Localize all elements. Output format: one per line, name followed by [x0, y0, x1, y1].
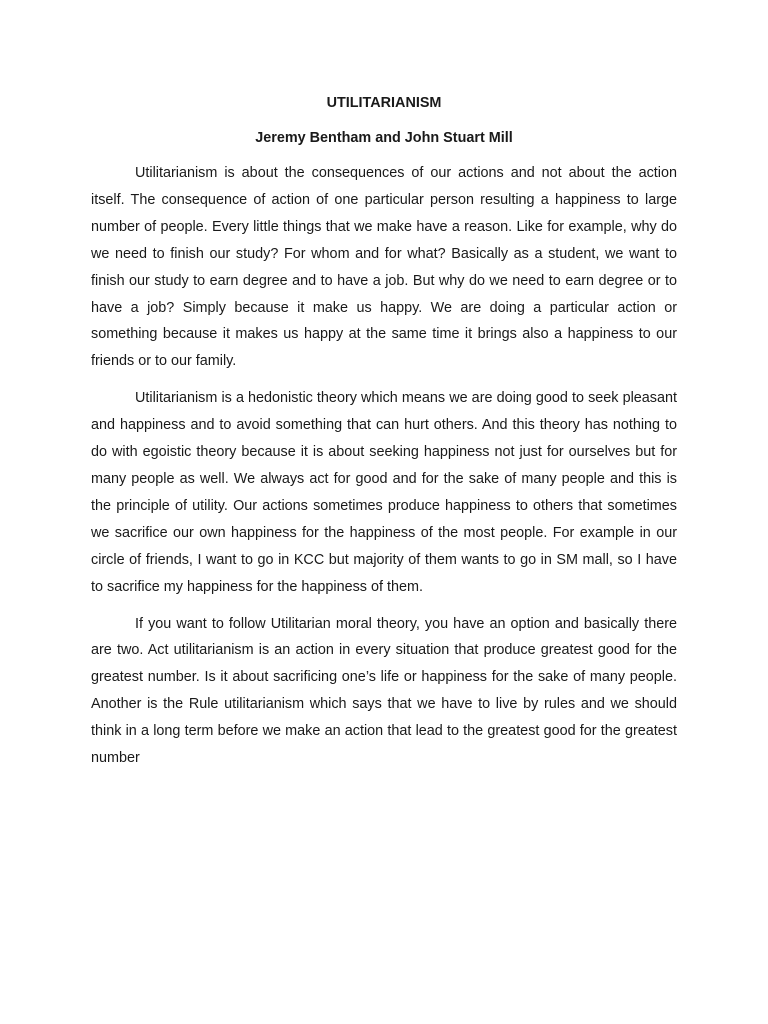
document-title: UTILITARIANISM: [326, 95, 442, 111]
document-body: [91, 90, 677, 772]
paragraph-2: Utilitarianism is a hedonistic theory which means we are doing good to seek pleasant and happiness and to avoid something that can hurt others. And this theory has nothing to do with egoistic theory because it is about seeking happiness not just for ourselves but for many people as well. We always act for good and for the sake of many people and this is the principle of utility. Our actions sometimes produce happiness to others that sometimes we sacrifice our own happiness for the happiness of the most people. For example in our circle of friends, I want to go in KCC but majority of them wants to go in SM mall, so I have to sacrifice my happiness for the happiness of them.: [91, 390, 677, 595]
document-subtitle: Jeremy Bentham and John Stuart Mill: [255, 130, 513, 146]
paragraph-3: If you want to follow Utilitarian moral theory, you have an option and basically there are two. Act utilitarianism is an action in every situation that produce greatest good for the greatest number. Is it about sacrificing one’s life or happiness for the sake of many people. Another is the Rule utilitarianism which says that we have to live by rules and we should think in a long term before we make an action that lead to the greatest good for the greatest number: [91, 615, 677, 767]
paragraph-1: Utilitarianism is about the consequences of our actions and not about the action itself. The consequence of action of one particular person resulting a happiness to large number of people. Every little things that we make have a reason. Like for example, why do we need to finish our study? For whom and for what? Basically as a student, we want to finish our study to earn degree and to have a job. But why do we need to earn degree or to have a job? Simply because it make us happy. We are doing a particular action or something because it makes us happy at the same time it brings also a happiness to our friends or to our family.: [91, 165, 677, 370]
